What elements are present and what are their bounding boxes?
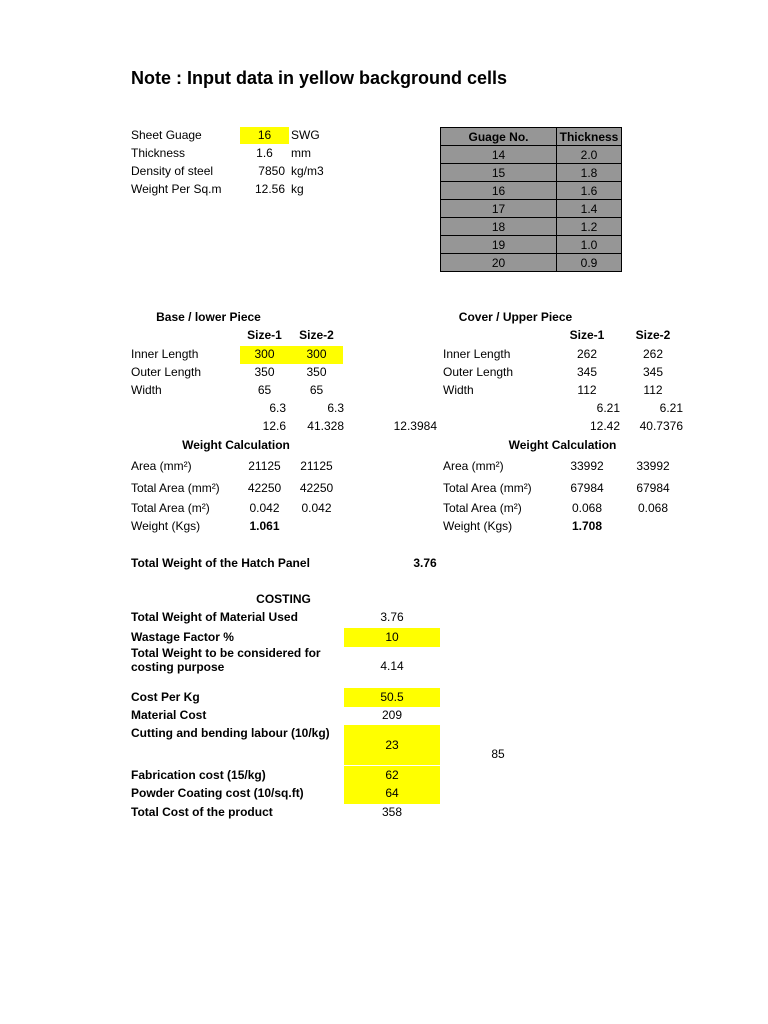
cover-weight-value: 1.708 xyxy=(571,519,603,533)
base-section-title: Base / lower Piece xyxy=(156,310,261,324)
table-header-row xyxy=(441,128,622,146)
cover-total-area-mm-label: Total Area (mm²) xyxy=(443,481,532,495)
material-cost-label: Material Cost xyxy=(131,708,207,722)
base-width-1: 65 xyxy=(257,383,272,397)
table-cell: 20 xyxy=(441,254,557,272)
base-area-1: 21125 xyxy=(248,459,281,473)
cover-total-area-m-1: 0.068 xyxy=(571,501,603,515)
weight-sqm-value: 12.56 xyxy=(254,182,285,196)
base-total-area-mm-1: 42250 xyxy=(247,481,282,495)
base-area-label: Area (mm²) xyxy=(131,459,192,473)
table-cell: 17 xyxy=(441,200,557,218)
cover-inner-length-1: 262 xyxy=(576,347,598,361)
cover-total-area-m-2: 0.068 xyxy=(637,501,669,515)
cover-outer-length-1: 345 xyxy=(576,365,598,379)
cover-extra1-1: 6.21 xyxy=(596,401,620,415)
hatch-weight-label: Total Weight of the Hatch Panel xyxy=(131,556,310,570)
base-size1-header: Size-1 xyxy=(247,328,282,342)
cost-per-kg-value[interactable]: 50.5 xyxy=(380,690,404,704)
table-cell: 2.0 xyxy=(557,146,622,164)
weight-sqm-label: Weight Per Sq.m xyxy=(131,182,222,196)
gauge-thickness-table xyxy=(440,127,622,272)
table-cell: 14 xyxy=(441,146,557,164)
costing-weight-value: 4.14 xyxy=(380,659,404,673)
fabrication-cost-value[interactable]: 62 xyxy=(385,768,399,782)
table-row xyxy=(441,164,622,182)
base-total-area-m-2: 0.042 xyxy=(301,501,332,515)
thickness-value: 1.6 xyxy=(256,146,273,160)
cover-inner-length-2: 262 xyxy=(642,347,664,361)
cutting-labour-label: Cutting and bending labour (10/kg) xyxy=(131,726,330,740)
table-row xyxy=(441,200,622,218)
cover-extra1-2: 6.21 xyxy=(659,401,683,415)
table-cell: 1.8 xyxy=(557,164,622,182)
table-row xyxy=(441,236,622,254)
cover-size1-header: Size-1 xyxy=(569,328,605,342)
base-extra1-2: 6.3 xyxy=(327,401,344,415)
fabrication-cost-label: Fabrication cost (15/kg) xyxy=(131,768,266,782)
cover-outer-length-2: 345 xyxy=(642,365,664,379)
table-cell: 1.2 xyxy=(557,218,622,236)
hatch-weight-value: 3.76 xyxy=(413,556,437,570)
table-row xyxy=(441,146,622,164)
cover-width-1: 112 xyxy=(577,383,597,397)
table-cell: 1.6 xyxy=(557,182,622,200)
cost-per-kg-label: Cost Per Kg xyxy=(131,690,200,704)
costing-weight-label-line1: Total Weight to be considered for xyxy=(131,646,321,660)
base-inner-length-label: Inner Length xyxy=(131,347,199,361)
cover-total-area-mm-2: 67984 xyxy=(636,481,670,495)
thickness-label: Thickness xyxy=(131,146,186,160)
cover-width-2: 112 xyxy=(643,383,663,397)
base-weight-value: 1.061 xyxy=(249,519,280,533)
cover-area-2: 33992 xyxy=(636,459,670,473)
page-title: Note : Input data in yellow background cells xyxy=(131,68,508,88)
total-material-weight-label: Total Weight of Material Used xyxy=(131,610,298,624)
cover-inner-length-label: Inner Length xyxy=(443,347,511,361)
cover-area-1: 33992 xyxy=(570,459,604,473)
base-extra2-1: 12.6 xyxy=(262,419,286,433)
sheet-gauge-value[interactable]: 16 xyxy=(257,128,272,142)
base-area-2: 21125 xyxy=(300,459,333,473)
table-cell: 0.9 xyxy=(557,254,622,272)
costing-title: COSTING xyxy=(256,592,311,606)
total-cost-value: 358 xyxy=(381,805,403,819)
cover-extra2-1: 12.42 xyxy=(589,419,620,433)
base-extra1-1: 6.3 xyxy=(269,401,286,415)
base-total-area-m-1: 0.042 xyxy=(249,501,280,515)
base-total-area-mm-label: Total Area (mm²) xyxy=(131,481,220,495)
cover-width-label: Width xyxy=(443,383,474,397)
density-label: Density of steel xyxy=(131,164,214,178)
total-cost-label: Total Cost of the product xyxy=(131,805,273,819)
base-weight-label: Weight (Kgs) xyxy=(131,519,201,533)
wastage-label: Wastage Factor % xyxy=(131,630,234,644)
thickness-unit: mm xyxy=(291,146,311,160)
cover-outer-length-label: Outer Length xyxy=(443,365,514,379)
density-value: 7850 xyxy=(258,164,285,178)
weight-sqm-unit: kg xyxy=(291,182,304,196)
base-size2-header: Size-2 xyxy=(299,328,334,342)
base-total-area-mm-2: 42250 xyxy=(299,481,334,495)
total-material-weight-value: 3.76 xyxy=(380,610,404,624)
base-inner-length-2[interactable]: 300 xyxy=(306,347,327,361)
table-cell: 19 xyxy=(441,236,557,254)
cover-extra2-2: 40.7376 xyxy=(639,419,683,433)
base-total-area-m-label: Total Area (m²) xyxy=(131,501,210,515)
base-outer-length-label: Outer Length xyxy=(131,365,202,379)
table-row xyxy=(441,182,622,200)
cutting-labour-value[interactable]: 23 xyxy=(385,738,399,752)
powder-coating-value[interactable]: 64 xyxy=(385,786,399,800)
table-cell: 16 xyxy=(441,182,557,200)
table-cell: 15 xyxy=(441,164,557,182)
side-value: 85 xyxy=(491,747,505,761)
base-extra2-3: 12.3984 xyxy=(393,419,437,433)
table-row xyxy=(441,254,622,272)
base-extra2-2: 41.328 xyxy=(307,419,344,433)
base-inner-length-1[interactable]: 300 xyxy=(254,347,275,361)
cover-size2-header: Size-2 xyxy=(635,328,671,342)
column-header-gauge: Guage No. xyxy=(441,128,557,146)
base-outer-length-2: 350 xyxy=(306,365,327,379)
cover-total-area-m-label: Total Area (m²) xyxy=(443,501,522,515)
base-width-label: Width xyxy=(131,383,162,397)
powder-coating-label: Powder Coating cost (10/sq.ft) xyxy=(131,786,304,800)
base-width-2: 65 xyxy=(309,383,324,397)
cover-total-area-mm-1: 67984 xyxy=(570,481,604,495)
material-cost-value: 209 xyxy=(381,708,403,722)
cover-area-label: Area (mm²) xyxy=(443,459,504,473)
table-cell: 1.4 xyxy=(557,200,622,218)
wastage-value[interactable]: 10 xyxy=(385,630,399,644)
sheet-gauge-label: Sheet Guage xyxy=(131,128,202,142)
density-unit: kg/m3 xyxy=(291,164,324,178)
base-outer-length-1: 350 xyxy=(254,365,275,379)
costing-weight-label-line2: costing purpose xyxy=(131,660,225,674)
base-weight-calc-title: Weight Calculation xyxy=(182,438,290,452)
cover-section-title: Cover / Upper Piece xyxy=(458,310,573,324)
table-cell: 18 xyxy=(441,218,557,236)
sheet-gauge-unit: SWG xyxy=(291,128,320,142)
cover-weight-label: Weight (Kgs) xyxy=(443,519,513,533)
cover-weight-calc-title: Weight Calculation xyxy=(508,438,617,452)
table-row xyxy=(441,218,622,236)
column-header-thickness: Thickness xyxy=(557,128,622,146)
table-cell: 1.0 xyxy=(557,236,622,254)
